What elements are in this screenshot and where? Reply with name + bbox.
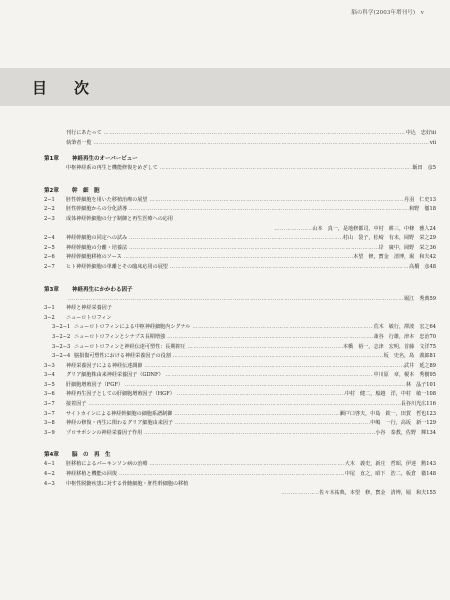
section-gap — [44, 438, 436, 444]
entry-author: 大木 義史，新庄 哲昭，伊達 勲 — [344, 461, 427, 468]
title-band — [0, 68, 450, 106]
entry-author: 武井 延之 — [404, 362, 430, 369]
entry-title: プロサポシンの神経栄養因子作用 — [66, 429, 143, 436]
entry-author: 中込 忠好 — [405, 130, 432, 136]
running-header: 脳の科学(2003年増刊号) v — [351, 10, 424, 16]
leader-dots — [127, 244, 378, 254]
toc-entry — [44, 314, 436, 324]
toc-entry — [44, 410, 436, 420]
entry-page: 129 — [426, 420, 436, 427]
leader-dots — [279, 489, 319, 499]
entry-title: サイトカインによる神経幹細胞の細胞系譜制御 — [66, 410, 173, 417]
toc-entry — [44, 263, 436, 273]
entry-number: 2−1 — [44, 196, 55, 203]
chapter-title: 脳 の 再 生 — [72, 452, 111, 459]
leader-dots — [172, 410, 339, 420]
toc-entry — [44, 470, 436, 480]
toc-entry — [44, 304, 436, 314]
entry-title: ヒト神経幹細胞の単離とその臨床応用の展望 — [66, 263, 168, 270]
entry-author: 山本 真一，是地修都司，中村 耕三，中條 雅人 — [312, 225, 430, 232]
leader-dots — [91, 139, 429, 149]
chapter-label: 第1章 — [44, 156, 59, 163]
chapter-heading — [44, 186, 436, 196]
entry-author: 丹羽 仁史 — [404, 196, 430, 203]
chapter-title: 幹 細 胞 — [72, 187, 100, 194]
entry-number: 3−8 — [44, 420, 55, 427]
toc-entry — [44, 139, 436, 149]
toc-entry — [44, 371, 436, 381]
entry-page: 5 — [432, 165, 436, 172]
entry-author: 瀬戸口啓夫，中島 欽一，田賀 哲也 — [339, 410, 427, 417]
leader-dots — [175, 390, 345, 400]
entry-page: 101 — [426, 381, 436, 388]
toc-entry — [44, 244, 436, 254]
entry-title: 神経と神経栄養因子 — [66, 305, 112, 312]
toc-entry — [44, 215, 436, 225]
leader-dots — [173, 419, 370, 429]
entry-author: 中川原 章，榎本 秀樹 — [373, 372, 430, 379]
chapter-label: 第3章 — [44, 286, 59, 293]
entry-author: 本橋 裕一，志津 宏明，首藤 文洋 — [342, 343, 430, 350]
leader-dots — [171, 352, 384, 362]
table-of-contents — [44, 129, 436, 505]
leader-dots — [122, 253, 353, 263]
entry-title: 胚移植によるパーキンソン病の治療 — [66, 461, 148, 468]
entry-number: 3−1 — [44, 305, 55, 312]
toc-entry — [44, 196, 436, 206]
entry-author: 佐々木祐典，本望 修，寳金 清博，堀 和夫 — [319, 490, 427, 497]
entry-page: vii — [429, 139, 436, 146]
chapter-heading — [44, 285, 436, 295]
leader-dots — [127, 234, 343, 244]
entry-page: 70 — [429, 333, 436, 340]
entry-number: 3−2 — [44, 314, 55, 321]
entry-number: 3−2−4 — [52, 353, 71, 360]
entry-number: 4−1 — [44, 461, 55, 468]
entry-author: 小谷 泰教，佐野 輝 — [375, 429, 427, 436]
toc-entry — [44, 205, 436, 215]
leader-dots — [158, 164, 413, 174]
entry-number: 3−2−3 — [52, 343, 71, 350]
entry-author: 林 晶子 — [405, 381, 427, 388]
entry-number: 2−3 — [44, 215, 55, 222]
section-gap — [44, 174, 436, 180]
entry-title: 神経幹細胞の同定への試み — [66, 235, 128, 242]
leader-dots — [164, 371, 374, 381]
entry-title: 脳損傷可塑性における神経栄養因子の役割 — [74, 353, 171, 360]
leader-dots — [147, 460, 344, 470]
leader-dots — [168, 263, 409, 273]
entry-page: 134 — [426, 429, 436, 436]
toc-entry — [44, 460, 436, 470]
chapter-label: 第2章 — [44, 187, 59, 194]
entry-number: 2−6 — [44, 254, 55, 261]
entry-title: 中枢性脱髄疾患に対する骨髄細胞・胚性幹細胞の移植 — [66, 480, 189, 487]
entry-page: 29 — [429, 235, 436, 242]
toc-entry — [44, 489, 436, 499]
entry-title: 神経幹細胞の分離・培養法 — [66, 244, 128, 251]
leader-dots — [86, 400, 400, 410]
entry-number: 4−2 — [44, 471, 55, 478]
leader-dots — [190, 323, 373, 333]
entry-number: 3−9 — [44, 429, 55, 436]
entry-page: 116 — [426, 401, 436, 408]
toc-entry — [44, 333, 436, 343]
entry-page: 48 — [429, 263, 436, 270]
toc-entry — [44, 480, 436, 490]
entry-page: 123 — [426, 410, 436, 417]
entry-page: 59 — [429, 295, 436, 302]
entry-number: 3−6 — [44, 391, 55, 398]
entry-page: 75 — [429, 343, 436, 350]
entry-title: 成体神経幹細胞の分子制御と再生医療への応用 — [66, 215, 173, 222]
entry-title: ニューロトロフィンと神経伝達可塑性：長期抑圧 — [74, 343, 186, 350]
entry-title: ニューロトロフィンによる中枢神経細胞内シグナル — [74, 324, 191, 331]
page-title: 目 次 — [32, 79, 96, 97]
toc-entry — [44, 381, 436, 391]
toc-entry — [44, 295, 436, 305]
chapter-label: 第4章 — [44, 452, 59, 459]
entry-author: 中嶋 一行，高坂 新一 — [370, 420, 427, 427]
entry-number: 3−2−2 — [52, 333, 71, 340]
entry-number: 2−5 — [44, 244, 55, 251]
entry-number: 2−4 — [44, 235, 55, 242]
entry-author: 村山 袋子，松崎 有未，岡野 栄之 — [342, 235, 430, 242]
entry-number: 3−4 — [44, 372, 55, 379]
entry-page: 148 — [426, 471, 436, 478]
entry-page: 155 — [426, 490, 436, 497]
entry-author: 飯田 彦 — [412, 165, 433, 172]
entry-page: 95 — [429, 372, 436, 379]
entry-title: 神経移植と機能の回復 — [66, 471, 117, 478]
entry-author: 荒木 敏行，澤波 宏之 — [373, 324, 430, 331]
entry-number: 3−5 — [44, 381, 55, 388]
entry-title: 中枢神経系の再生と機能修復をめざして — [66, 165, 158, 172]
leader-dots — [165, 333, 373, 343]
leader-dots — [117, 470, 345, 480]
entry-author: 斎谷 行雄，津本 忠治 — [373, 333, 430, 340]
entry-number: 3−3 — [44, 362, 55, 369]
entry-title: 胚性幹細胞を用いた移植治療の展望 — [66, 196, 148, 203]
leader-dots — [123, 381, 406, 391]
entry-page: 81 — [429, 353, 436, 360]
entry-title: 神経幹細胞移植のソース — [66, 254, 122, 261]
entry-number: 3−2−1 — [52, 324, 71, 331]
entry-page: 108 — [426, 391, 436, 398]
entry-page: 143 — [426, 461, 436, 468]
entry-page: 64 — [429, 324, 436, 331]
toc-entry — [44, 323, 436, 333]
toc-entry — [44, 129, 436, 139]
toc-entry — [44, 343, 436, 353]
section-gap — [44, 273, 436, 279]
entry-page: 18 — [429, 206, 436, 213]
entry-number: 2−2 — [44, 206, 55, 213]
toc-entry — [44, 352, 436, 362]
chapter-heading — [44, 154, 436, 164]
toc-entry — [44, 234, 436, 244]
entry-title: 接着因子 — [66, 401, 87, 408]
chapter-title: 神経再生のオーバービュー — [72, 156, 138, 163]
entry-author: 堀江 秀典 — [404, 295, 430, 302]
entry-page: 42 — [429, 254, 436, 261]
leader-dots — [102, 129, 406, 139]
leader-dots — [142, 362, 404, 372]
toc-entry — [44, 225, 436, 235]
entry-title: 神経の修復・再生に関わるグリア細胞由来因子 — [66, 420, 173, 427]
leader-dots — [148, 196, 405, 206]
entry-title: 肝細胞増殖因子（FGF） — [66, 381, 123, 388]
entry-title: ニューロトロフィン — [66, 314, 112, 321]
entry-author: 本望 修，寳金 清博，堀 和夫 — [353, 254, 430, 261]
entry-page: 89 — [429, 362, 436, 369]
entry-title: 執筆者一覧 — [66, 139, 92, 146]
entry-page: iii — [431, 130, 436, 136]
entry-author: 高橋 彦 — [409, 263, 430, 270]
entry-number: 3−7 — [44, 410, 55, 417]
entry-title: ニューロトロフィンとシナプス長期増強 — [74, 333, 166, 340]
leader-dots — [66, 295, 404, 305]
section-gap — [44, 499, 436, 505]
entry-number: 3−7 — [44, 401, 55, 408]
leader-dots — [127, 205, 409, 215]
leader-dots — [186, 343, 343, 353]
leader-dots — [142, 429, 375, 439]
entry-author: 中村 健二，船越 洋，中村 敏一 — [344, 391, 427, 398]
entry-title: 神経再生因子としての肝細胞増殖因子（HGF） — [66, 391, 175, 398]
entry-title: 刊行にあたって — [66, 130, 102, 136]
chapter-title: 神経再生にかかわる因子 — [72, 286, 133, 293]
toc-entry — [44, 164, 436, 174]
toc-entry — [44, 400, 436, 410]
entry-page: 13 — [429, 196, 436, 203]
chapter-heading — [44, 450, 436, 460]
entry-author: 岸 廣中，岡野 栄之 — [378, 244, 430, 251]
entry-author: 中尾 直之，昭下 浩二，板倉 徹 — [344, 471, 427, 478]
toc-entry — [44, 419, 436, 429]
entry-author: 長谷川光広 — [400, 401, 427, 408]
entry-title: 神経栄養因子による神経伝達調節 — [66, 362, 143, 369]
toc-entry — [44, 390, 436, 400]
toc-entry — [44, 429, 436, 439]
entry-number: 4−3 — [44, 480, 55, 487]
entry-title: グリア細胞株由来神経栄養因子（GDNF） — [66, 372, 164, 379]
entry-page: 24 — [429, 225, 436, 232]
entry-page: 36 — [429, 244, 436, 251]
toc-entry — [44, 253, 436, 263]
toc-entry — [44, 362, 436, 372]
entry-number: 2−7 — [44, 263, 55, 270]
entry-author: 和野 徹 — [409, 206, 430, 213]
entry-author: 坂 史名，島 義郎 — [383, 353, 430, 360]
leader-dots — [272, 225, 312, 235]
entry-title: 胚性幹細胞からの分化誘導 — [66, 206, 128, 213]
